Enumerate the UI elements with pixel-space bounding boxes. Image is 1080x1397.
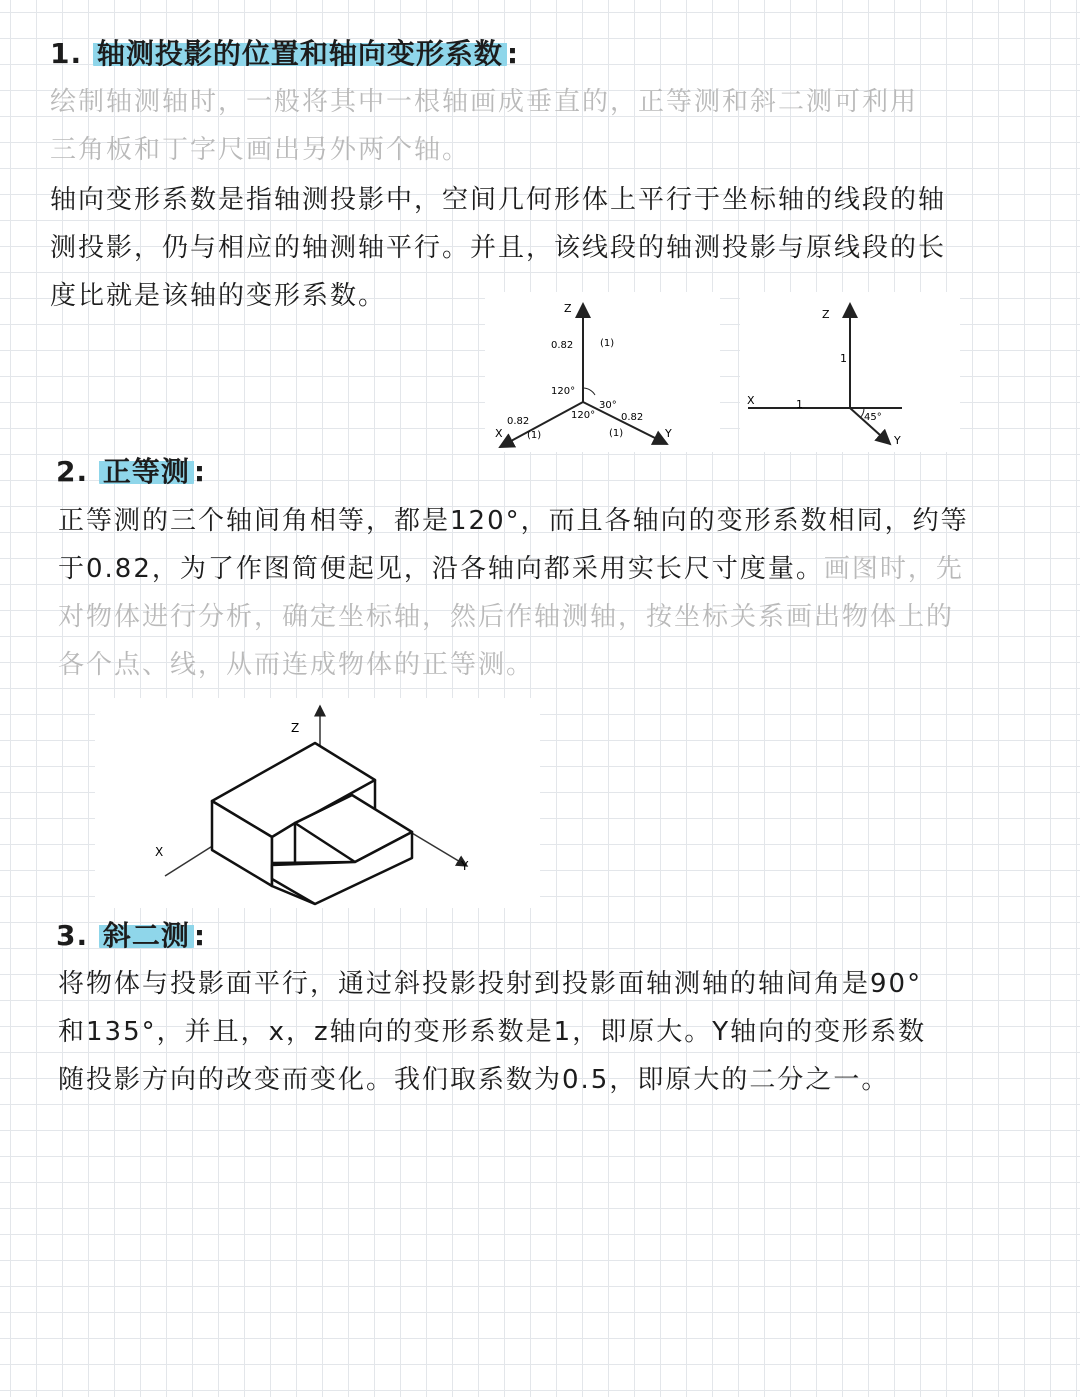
- oblique-axes-svg: [740, 292, 960, 452]
- z-axis-label: Z: [822, 308, 830, 321]
- x-coefficient-label: 0.82: [507, 416, 530, 427]
- x-axis-label: X: [747, 394, 755, 407]
- section1-definition-line: 轴向变形系数是指轴测投影中，空间几何形体上平行于坐标轴的线段的轴: [50, 185, 947, 215]
- x-mark-label: (1): [527, 430, 542, 441]
- section2-colon: :: [193, 455, 207, 488]
- section2-faint-line: 对物体进行分析，确定坐标轴，然后作轴测轴，按坐标关系画出物体上的: [58, 602, 955, 632]
- isometric-axes-svg: [485, 292, 720, 452]
- y-axis-label: Y: [894, 434, 901, 447]
- section2-line: 正等测的三个轴间角相等，都是120°，而且各轴向的变形系数相同，约等: [58, 506, 969, 536]
- y-mark-label: (1): [609, 428, 624, 439]
- y-axis-label: Y: [665, 427, 672, 440]
- section3-colon: :: [193, 919, 207, 952]
- z-axis-label: Z: [291, 721, 300, 735]
- y-coefficient-label: 0.82: [621, 412, 644, 423]
- section2-heading: [56, 452, 206, 492]
- section3-number: 3.: [56, 919, 89, 952]
- section1-definition-line: 度比就是该轴的变形系数。: [50, 281, 387, 311]
- angle-top-label: 120°: [551, 386, 576, 397]
- section2-title: 正等测: [99, 455, 194, 488]
- oblique-axes-diagram: [740, 292, 960, 452]
- section1-faint-line: 三角板和丁字尺画出另外两个轴。: [50, 135, 471, 165]
- section1-heading: [50, 34, 519, 74]
- z-coefficient-label: 0.82: [551, 340, 574, 351]
- section1-faint-line: 绘制轴测轴时，一般将其中一根轴画成垂直的，正等测和斜二测可利用: [50, 87, 919, 117]
- section2-line: 于0.82，为了作图简便起见，沿各轴向都采用实长尺寸度量。: [58, 554, 824, 584]
- section1-definition-line: 测投影，仍与相应的轴测轴平行。并且，该线段的轴测投影与原线段的长: [50, 233, 947, 263]
- angle-right-label: 30°: [599, 400, 617, 411]
- section2-number: 2.: [56, 455, 89, 488]
- step-block-svg: [95, 698, 540, 908]
- step-block-shape: [212, 743, 412, 904]
- section1-colon: :: [506, 37, 520, 70]
- y-axis-label: Y: [461, 859, 469, 873]
- section1-title: 轴测投影的位置和轴向变形系数: [93, 37, 507, 70]
- section2-faint-line: 各个点、线，从而连成物体的正等测。: [58, 650, 535, 680]
- y-axis-line: [583, 402, 667, 444]
- section2-paragraph: [58, 497, 969, 689]
- section3-paragraph: [58, 960, 926, 1104]
- section3-line: 和135°，并且，x，z轴向的变形系数是1，即原大。Y轴向的变形系数: [58, 1017, 927, 1047]
- section3-line: 将物体与投影面平行，通过斜投影投射到投影面轴测轴的轴间角是90°: [58, 969, 923, 999]
- z-axis-label: Z: [564, 302, 572, 315]
- angle-label: 45°: [864, 412, 882, 423]
- x-axis-label: X: [155, 845, 164, 859]
- angle-bottom-label: 120°: [571, 410, 596, 421]
- section2-faint-tail: 画图时，先: [823, 554, 964, 584]
- section3-heading: [56, 916, 206, 956]
- z-mark-label: (1): [600, 338, 615, 349]
- step-block-diagram: [95, 698, 540, 908]
- x-coefficient-label: 1: [796, 398, 803, 411]
- section2-mixed-line: [58, 545, 969, 593]
- section3-line: 随投影方向的改变而变化。我们取系数为0.5，即原大的二分之一。: [58, 1065, 890, 1095]
- section1-faint-paragraph: [50, 78, 918, 174]
- section3-title: 斜二测: [99, 919, 194, 952]
- z-coefficient-label: 1: [840, 352, 847, 365]
- isometric-axes-diagram: [485, 292, 720, 452]
- x-axis-label: X: [495, 427, 503, 440]
- section1-number: 1.: [50, 37, 83, 70]
